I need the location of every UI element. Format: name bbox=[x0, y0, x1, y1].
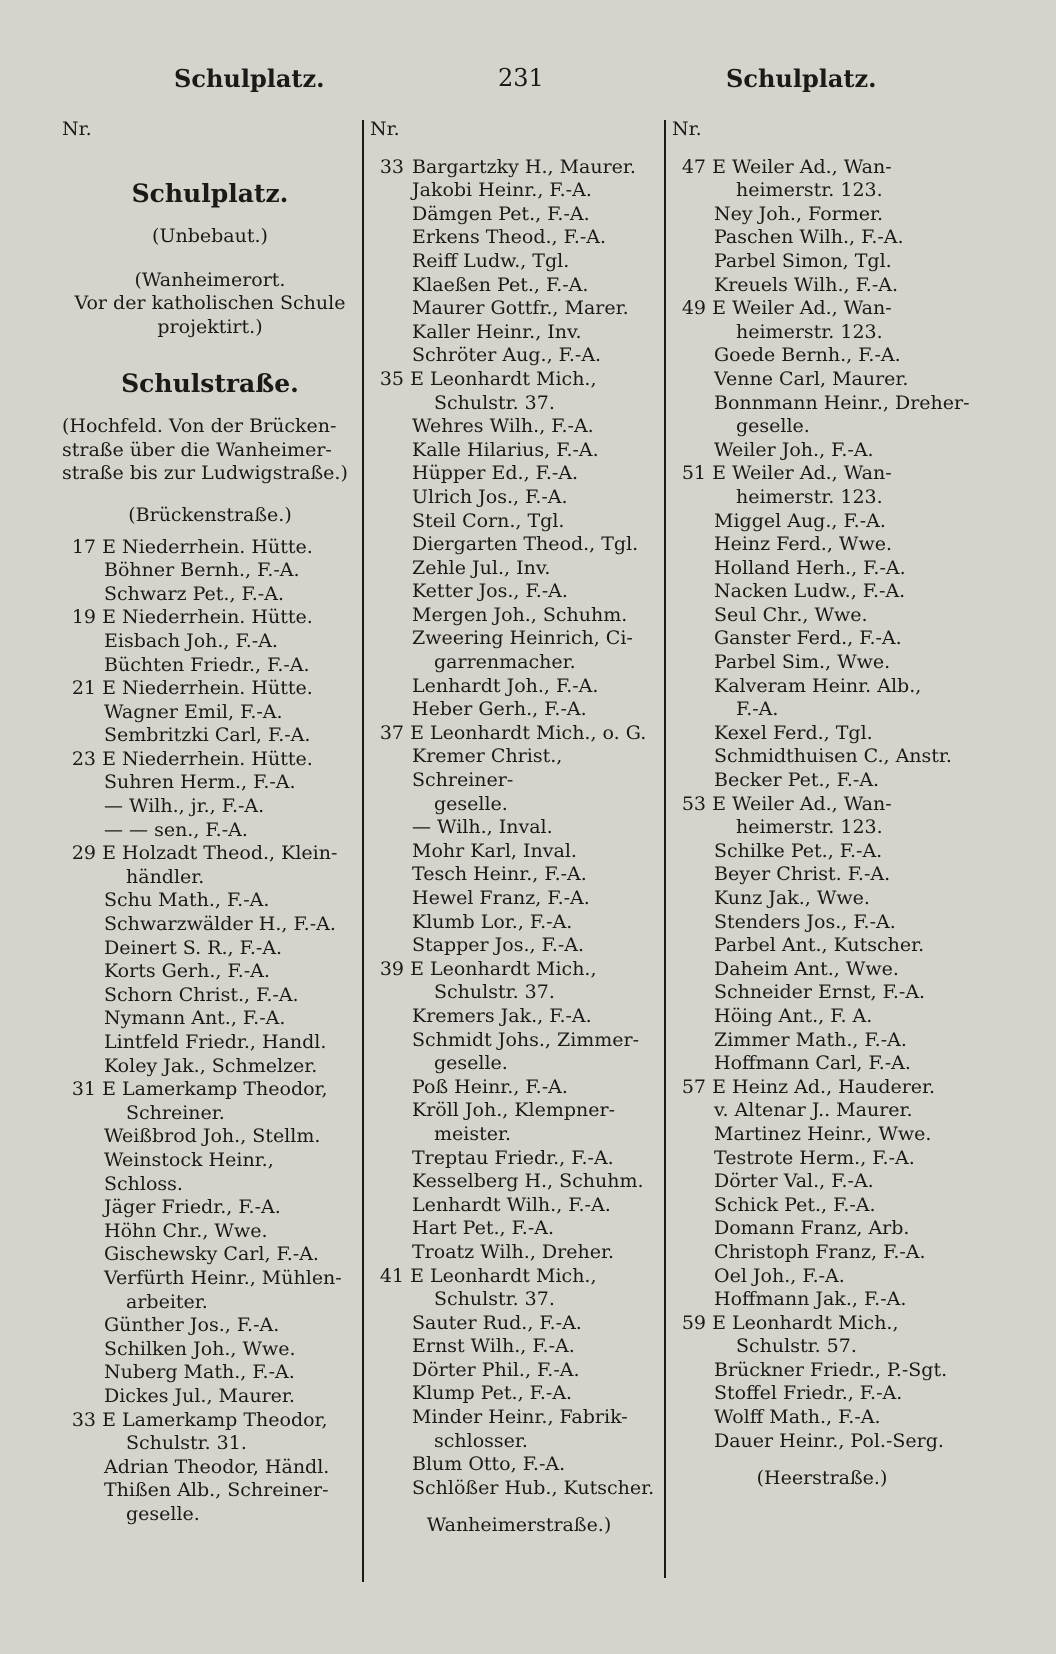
owner-mark: E bbox=[410, 1264, 424, 1287]
column-3 bbox=[672, 118, 972, 1491]
line-continuation: arbeiter. bbox=[126, 1290, 208, 1313]
line-continuation: geselle. bbox=[434, 1052, 508, 1075]
owner-name: Weiler Ad., Wan- bbox=[732, 155, 892, 178]
resident: Dörter Phil., F.-A. bbox=[412, 1358, 580, 1381]
owner-name: Lamerkamp Theodor, bbox=[122, 1408, 328, 1431]
line-continuation: Schulstr. 37. bbox=[434, 981, 555, 1004]
description-line: straße bis zur Ludwigstraße.) bbox=[62, 462, 348, 485]
house-entry bbox=[370, 1265, 668, 1289]
house-number: 31 bbox=[71, 1078, 96, 1101]
line-continuation: heimerstr. 123. bbox=[736, 485, 883, 508]
street-description bbox=[62, 415, 358, 486]
resident: Ganster Ferd., F.-A. bbox=[714, 627, 902, 650]
house-number: 35 bbox=[379, 367, 404, 390]
resident: Diergarten Theod., Tgl. bbox=[412, 533, 639, 556]
resident: Reiff Ludw., Tgl. bbox=[412, 249, 570, 272]
house-entry bbox=[370, 958, 668, 982]
section-note bbox=[62, 269, 358, 340]
resident: Nacken Ludw., F.-A. bbox=[714, 580, 906, 603]
resident: Parbel Ant., Kutscher. bbox=[714, 934, 925, 957]
resident: Stenders Jos., F.-A. bbox=[714, 910, 896, 933]
owner-name: Bargartzky H., Maurer. bbox=[412, 155, 636, 178]
resident: Kröll Joh., Klempner- bbox=[412, 1099, 615, 1122]
house-entry bbox=[62, 536, 358, 560]
resident: Zehle Jul., Inv. bbox=[412, 556, 551, 579]
line-continuation: meister. bbox=[434, 1122, 512, 1145]
description-line: straße über die Wanheimer- bbox=[62, 438, 332, 461]
house-number: 47 bbox=[681, 155, 706, 178]
resident: — Wilh., jr., F.-A. bbox=[104, 795, 265, 818]
resident: Schilken Joh., Wwe. bbox=[104, 1337, 296, 1360]
column-divider bbox=[362, 120, 364, 1582]
owner-mark: E bbox=[712, 1075, 726, 1098]
owner-name: Leonhardt Mich., bbox=[430, 957, 597, 980]
resident: Jakobi Heinr., F.-A. bbox=[412, 179, 592, 202]
resident: Eisbach Joh., F.-A. bbox=[104, 629, 278, 652]
resident: Dörter Val., F.-A. bbox=[714, 1170, 874, 1193]
resident: Erkens Theod., F.-A. bbox=[412, 226, 607, 249]
house-number: 53 bbox=[681, 792, 706, 815]
resident: Sembritzki Carl, F.-A. bbox=[104, 724, 311, 747]
resident: Steil Corn., Tgl. bbox=[412, 509, 565, 532]
owner-mark: E bbox=[410, 721, 424, 744]
resident: Weißbrod Joh., Stellm. bbox=[104, 1125, 321, 1148]
column-label: Nr. bbox=[62, 118, 92, 140]
resident: Thißen Alb., Schreiner- bbox=[104, 1479, 329, 1502]
resident: Gischewsky Carl, F.-A. bbox=[104, 1243, 319, 1266]
owner-name: Heinz Ad., Hauderer. bbox=[732, 1075, 936, 1098]
resident: Schilke Pet., F.-A. bbox=[714, 839, 883, 862]
resident: Ernst Wilh., F.-A. bbox=[412, 1335, 575, 1358]
resident: Kalle Hilarius, F.-A. bbox=[412, 438, 599, 461]
house-entry bbox=[370, 368, 668, 392]
resident: Seul Chr., Wwe. bbox=[714, 603, 868, 626]
house-number: 37 bbox=[379, 721, 404, 744]
house-entry bbox=[62, 1078, 358, 1102]
owner-name: Weiler Ad., Wan- bbox=[732, 462, 892, 485]
resident: Ney Joh., Former. bbox=[714, 202, 884, 225]
house-number: 57 bbox=[681, 1075, 706, 1098]
resident: Wolff Math., F.-A. bbox=[714, 1406, 881, 1429]
resident: Hüpper Ed., F.-A. bbox=[412, 462, 579, 485]
section-title: Schulplatz. bbox=[131, 178, 289, 208]
owner-name: Niederrhein. Hütte. bbox=[122, 747, 313, 770]
resident: Kunz Jak., Wwe. bbox=[714, 887, 870, 909]
resident: Treptau Friedr., F.-A. bbox=[412, 1146, 614, 1169]
resident: Minder Heinr., Fabrik- bbox=[412, 1406, 628, 1429]
owner-mark: E bbox=[712, 297, 726, 320]
house-entry bbox=[62, 606, 358, 630]
note-line: projektirt.) bbox=[157, 315, 263, 338]
resident: Christoph Franz, F.-A. bbox=[714, 1240, 926, 1263]
resident: Kreuels Wilh., F.-A. bbox=[714, 273, 899, 296]
line-continuation: heimerstr. 123. bbox=[736, 320, 883, 343]
owner-mark: E bbox=[410, 367, 424, 390]
resident: Oel Joh., F.-A. bbox=[714, 1264, 845, 1287]
cross-street: Wanheimerstraße.) bbox=[426, 1514, 612, 1537]
resident: Dauer Heinr., Pol.-Serg. bbox=[714, 1429, 944, 1452]
house-number: 39 bbox=[379, 957, 404, 980]
house-number: 21 bbox=[71, 677, 96, 700]
owner-mark: E bbox=[712, 462, 726, 485]
resident: Deinert S. R., F.-A. bbox=[104, 936, 283, 959]
resident: Nymann Ant., F.-A. bbox=[104, 1007, 286, 1030]
owner-mark: E bbox=[102, 535, 116, 558]
resident: Blum Otto, F.-A. bbox=[412, 1453, 566, 1476]
resident: Poß Heinr., F.-A. bbox=[412, 1075, 568, 1098]
resident: Jäger Friedr., F.-A. bbox=[104, 1196, 281, 1219]
resident: Zweering Heinrich, Ci- bbox=[412, 627, 633, 650]
house-entry bbox=[672, 297, 972, 321]
house-entry bbox=[370, 156, 668, 180]
resident: Tesch Heinr., F.-A. bbox=[412, 863, 587, 886]
resident: Schröter Aug., F.-A. bbox=[412, 344, 602, 367]
house-entry bbox=[370, 722, 668, 746]
line-continuation: heimerstr. 123. bbox=[736, 816, 883, 839]
owner-mark: E bbox=[102, 1408, 116, 1431]
resident: Klaeßen Pet., F.-A. bbox=[412, 273, 589, 296]
house-entry bbox=[672, 462, 972, 486]
owner-name: Weiler Ad., Wan- bbox=[732, 297, 892, 320]
resident: — Wilh., Inval. bbox=[412, 816, 553, 839]
house-number: 33 bbox=[379, 155, 404, 178]
column-2 bbox=[370, 118, 668, 1538]
house-number: 41 bbox=[379, 1264, 404, 1287]
note-line: Vor der katholischen Schule bbox=[74, 292, 346, 315]
resident: Daheim Ant., Wwe. bbox=[714, 957, 899, 980]
resident: Ketter Jos., F.-A. bbox=[412, 580, 568, 603]
resident: Hoffmann Jak., F.-A. bbox=[714, 1288, 907, 1311]
line-continuation: geselle. bbox=[736, 415, 810, 438]
resident: Maurer Gottfr., Marer. bbox=[412, 297, 629, 320]
line-continuation: händler. bbox=[126, 865, 205, 888]
resident: Troatz Wilh., Dreher. bbox=[412, 1240, 614, 1263]
resident: Parbel Sim., Wwe. bbox=[714, 651, 891, 674]
resident: Böhner Bernh., F.-A. bbox=[104, 559, 300, 582]
owner-mark: E bbox=[410, 957, 424, 980]
owner-name: Lamerkamp Theodor, bbox=[122, 1078, 328, 1101]
house-number: 49 bbox=[681, 297, 706, 320]
resident: Zimmer Math., F.-A. bbox=[714, 1028, 907, 1051]
resident: Paschen Wilh., F.-A. bbox=[714, 226, 904, 249]
line-continuation: heimerstr. 123. bbox=[736, 179, 883, 202]
line-continuation: geselle. bbox=[126, 1502, 200, 1525]
house-entry bbox=[672, 793, 972, 817]
resident: Wehres Wilh., F.-A. bbox=[412, 415, 594, 438]
house-number: 33 bbox=[71, 1408, 96, 1431]
owner-mark: E bbox=[712, 1311, 726, 1334]
owner-name: Leonhardt Mich., bbox=[430, 367, 597, 390]
house-entry bbox=[62, 677, 358, 701]
owner-mark: E bbox=[102, 842, 116, 865]
column-label: Nr. bbox=[672, 118, 702, 140]
resident: Nuberg Math., F.-A. bbox=[104, 1361, 295, 1384]
resident: Kremer Christ., Schreiner- bbox=[412, 745, 563, 792]
resident: Hewel Franz, F.-A. bbox=[412, 887, 590, 909]
section-title: Schulstraße. bbox=[121, 368, 299, 398]
owner-name: Leonhardt Mich., bbox=[430, 1264, 597, 1287]
resident: Brückner Friedr., P.-Sgt. bbox=[714, 1358, 948, 1381]
house-number: 17 bbox=[71, 535, 96, 558]
house-number: 59 bbox=[681, 1311, 706, 1334]
house-number: 23 bbox=[71, 747, 96, 770]
resident: Heber Gerh., F.-A. bbox=[412, 698, 587, 721]
owner-name: Leonhardt Mich., bbox=[732, 1311, 899, 1334]
resident: Goede Bernh., F.-A. bbox=[714, 344, 901, 367]
resident: Stoffel Friedr., F.-A. bbox=[714, 1382, 903, 1405]
line-continuation: schlosser. bbox=[434, 1429, 528, 1452]
owner-mark: E bbox=[102, 747, 116, 770]
resident: Wagner Emil, F.-A. bbox=[104, 700, 283, 723]
description-line: (Hochfeld. Von der Brücken- bbox=[62, 415, 337, 438]
line-continuation: garrenmacher. bbox=[434, 651, 576, 674]
resident: Schick Pet., F.-A. bbox=[714, 1193, 876, 1216]
resident: Hart Pet., F.-A. bbox=[412, 1217, 555, 1240]
resident: Weiler Joh., F.-A. bbox=[714, 438, 874, 461]
resident: — — sen., F.-A. bbox=[104, 818, 248, 841]
line-continuation: Schulstr. 37. bbox=[434, 391, 555, 414]
house-entry bbox=[62, 842, 358, 866]
resident: Beyer Christ. F.-A. bbox=[714, 863, 891, 886]
resident: Schwarz Pet., F.-A. bbox=[104, 582, 284, 605]
line-continuation: Schreiner. bbox=[126, 1101, 225, 1124]
resident: Schmidt Johs., Zimmer- bbox=[412, 1028, 640, 1051]
resident: Büchten Friedr., F.-A. bbox=[104, 653, 310, 676]
resident: Miggel Aug., F.-A. bbox=[714, 509, 886, 532]
header-right: Schulplatz. bbox=[726, 64, 877, 93]
resident: Höing Ant., F. A. bbox=[714, 1004, 873, 1027]
resident: Schorn Christ., F.-A. bbox=[104, 983, 299, 1006]
resident: Bonnmann Heinr., Dreher- bbox=[714, 391, 970, 414]
resident: Klump Pet., F.-A. bbox=[412, 1382, 573, 1405]
owner-name: Niederrhein. Hütte. bbox=[122, 535, 313, 558]
resident: Mohr Karl, Inval. bbox=[412, 839, 577, 862]
owner-name: Holzadt Theod., Klein- bbox=[122, 842, 338, 865]
owner-mark: E bbox=[712, 792, 726, 815]
resident: Lintfeld Friedr., Handl. bbox=[104, 1031, 327, 1053]
resident: Dämgen Pet., F.-A. bbox=[412, 202, 590, 225]
section-note: (Unbebaut.) bbox=[152, 225, 268, 248]
resident: Kaller Heinr., Inv. bbox=[412, 320, 582, 343]
cross-street: (Heerstraße.) bbox=[756, 1467, 888, 1490]
owner-name: Niederrhein. Hütte. bbox=[122, 677, 313, 700]
resident: Schlößer Hub., Kutscher. bbox=[412, 1476, 655, 1499]
resident: Stapper Jos., F.-A. bbox=[412, 934, 585, 957]
resident: Testrote Herm., F.-A. bbox=[714, 1146, 915, 1169]
owner-mark: E bbox=[102, 1078, 116, 1101]
resident: Weinstock Heinr., Schloss. bbox=[104, 1148, 274, 1195]
house-number: 51 bbox=[681, 462, 706, 485]
line-continuation: Schulstr. 31. bbox=[126, 1432, 247, 1455]
resident: Schmidthuisen C., Anstr. bbox=[714, 745, 952, 768]
resident: Holland Herh., F.-A. bbox=[714, 556, 906, 579]
owner-name: Weiler Ad., Wan- bbox=[732, 792, 892, 815]
owner-mark: E bbox=[102, 677, 116, 700]
house-entry bbox=[672, 1312, 972, 1336]
column-label: Nr. bbox=[370, 118, 400, 140]
line-continuation: Schulstr. 37. bbox=[434, 1288, 555, 1311]
resident: Günther Jos., F.-A. bbox=[104, 1314, 280, 1337]
owner-mark: E bbox=[102, 606, 116, 629]
resident: Venne Carl, Maurer. bbox=[714, 367, 909, 390]
house-entry bbox=[672, 1076, 972, 1100]
column-1 bbox=[62, 118, 358, 1526]
owner-mark: E bbox=[712, 155, 726, 178]
resident: Höhn Chr., Wwe. bbox=[104, 1219, 268, 1242]
resident: Dickes Jul., Maurer. bbox=[104, 1384, 295, 1407]
resident: Becker Pet., F.-A. bbox=[714, 769, 880, 792]
cross-street: (Brückenstraße.) bbox=[128, 503, 292, 526]
resident: Adrian Theodor, Händl. bbox=[104, 1455, 330, 1478]
resident: Kesselberg H., Schuhm. bbox=[412, 1170, 644, 1193]
house-entry bbox=[62, 748, 358, 772]
resident: Schneider Ernst, F.-A. bbox=[714, 981, 926, 1004]
house-number: 29 bbox=[71, 842, 96, 865]
resident: Verfürth Heinr., Mühlen- bbox=[104, 1266, 342, 1289]
resident: Koley Jak., Schmelzer. bbox=[104, 1054, 318, 1077]
page-number: 231 bbox=[498, 64, 544, 92]
note-line: (Wanheimerort. bbox=[134, 268, 286, 291]
resident: Ulrich Jos., F.-A. bbox=[412, 485, 568, 508]
line-continuation: Schulstr. 57. bbox=[736, 1335, 857, 1358]
line-continuation: F.-A. bbox=[736, 698, 779, 721]
resident: Suhren Herm., F.-A. bbox=[104, 771, 296, 794]
resident: Kremers Jak., F.-A. bbox=[412, 1004, 592, 1027]
resident: Lenhardt Wilh., F.-A. bbox=[412, 1193, 611, 1216]
owner-name: Leonhardt Mich., o. G. bbox=[430, 721, 647, 744]
resident: Klumb Lor., F.-A. bbox=[412, 910, 573, 933]
owner-name: Niederrhein. Hütte. bbox=[122, 606, 313, 629]
house-number: 19 bbox=[71, 606, 96, 629]
resident: Sauter Rud., F.-A. bbox=[412, 1311, 582, 1334]
resident: Hoffmann Carl, F.-A. bbox=[714, 1052, 911, 1075]
resident: Schu Math., F.-A. bbox=[104, 889, 270, 912]
resident: v. Altenar J.. Maurer. bbox=[714, 1099, 913, 1122]
resident: Kexel Ferd., Tgl. bbox=[714, 721, 873, 744]
resident: Schwarzwälder H., F.-A. bbox=[104, 913, 336, 936]
house-entry bbox=[62, 1409, 358, 1433]
resident: Martinez Heinr., Wwe. bbox=[714, 1122, 932, 1145]
resident: Kalveram Heinr. Alb., bbox=[714, 674, 922, 697]
resident: Lenhardt Joh., F.-A. bbox=[412, 674, 599, 697]
resident: Mergen Joh., Schuhm. bbox=[412, 603, 628, 626]
resident: Parbel Simon, Tgl. bbox=[714, 249, 892, 272]
line-continuation: geselle. bbox=[434, 792, 508, 815]
resident: Heinz Ferd., Wwe. bbox=[714, 533, 893, 556]
resident: Domann Franz, Arb. bbox=[714, 1217, 910, 1240]
house-entry bbox=[672, 156, 972, 180]
header-left: Schulplatz. bbox=[174, 64, 325, 93]
resident: Korts Gerh., F.-A. bbox=[104, 960, 270, 983]
